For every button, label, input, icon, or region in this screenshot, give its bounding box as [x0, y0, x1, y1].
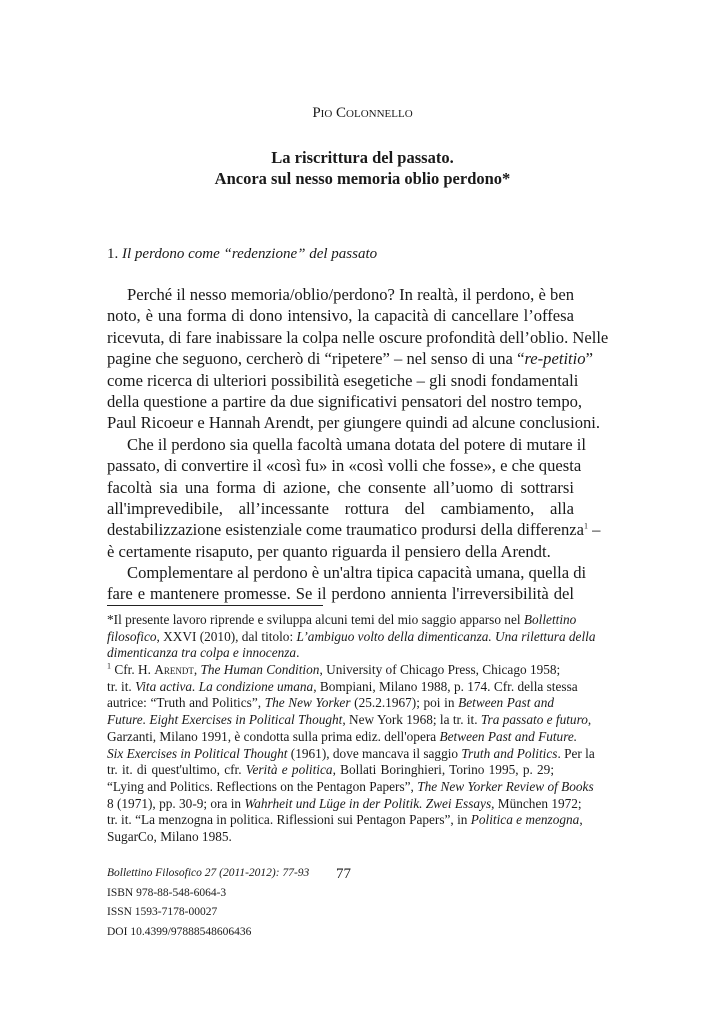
- footnote-line: [107, 745, 595, 763]
- text-run: della questione a partire da due significativi pensatori del nostro tempo,: [107, 391, 583, 411]
- author-first: Pio: [312, 105, 333, 121]
- section-heading: [107, 246, 377, 263]
- footnote-line: [107, 829, 554, 846]
- body-line: [107, 305, 574, 326]
- italic-text: Future. Eight Exercises in Political Thought: [107, 712, 343, 728]
- text-run: , New York 1968; la tr. it.: [342, 712, 481, 728]
- body-line: [107, 498, 574, 519]
- italic-text: Six Exercises in Political Thought: [107, 745, 288, 761]
- text-run: noto, è una forma di dono intensivo, la capacità di cancellare l’offesa: [107, 306, 574, 326]
- footnote-line: [107, 728, 578, 746]
- italic-text: Politica e menzogna: [470, 812, 580, 828]
- text-run: , Bollati Boringhieri, Torino 1995, p. 29;: [332, 762, 555, 778]
- text-run: tr. it. “La menzogna in politica. Riflessioni sui Pentagon Papers”, in: [107, 812, 471, 828]
- text-run: è certamente risaputo, per quanto riguarda il pensiero della Arendt.: [107, 541, 551, 561]
- text-run: *Il presente lavoro riprende e sviluppa alcuni temi del mio saggio apparso nel: [107, 612, 524, 627]
- doi: DOI 10.4399/97888548606436: [107, 925, 252, 938]
- text-run: tr. it.: [107, 678, 136, 694]
- italic-text: Tra passato e futuro: [480, 712, 588, 728]
- text-run: , University of Chicago Press, Chicago 1958;: [319, 662, 561, 678]
- italic-text: Between Past and Future.: [439, 728, 578, 744]
- text-run: , XXVI (2010), dal titolo:: [156, 628, 297, 644]
- footnote-line: [107, 678, 578, 696]
- small-caps-text: Arendt: [154, 662, 194, 678]
- italic-text: Truth and Politics: [461, 745, 558, 761]
- publication-info: [107, 864, 327, 942]
- text-run: Cfr. H.: [111, 662, 155, 678]
- italic-text: The New Yorker Review of Books: [417, 778, 594, 794]
- journal-citation: Bollettino Filosofico 27 (2011-2012): 77-93: [107, 867, 310, 879]
- body-line: [107, 284, 574, 305]
- text-run: “Lying and Politics. Reflections on the Pentagon Papers”,: [107, 778, 418, 794]
- footnote-line: [107, 661, 561, 679]
- issn: ISSN 1593-7178-00027: [107, 906, 218, 918]
- footnote-line: [107, 712, 592, 729]
- text-run: . Per la: [557, 745, 595, 761]
- italic-text: Bollettino: [523, 612, 577, 627]
- text-run: ”: [585, 349, 593, 369]
- text-run: ,: [587, 712, 592, 728]
- footnote-line: [107, 778, 594, 796]
- text-run: tr. it. di quest'ultimo, cfr.: [107, 762, 246, 778]
- body-line: [107, 562, 587, 583]
- text-run: Perché il nesso memoria/oblio/perdono? In realtà, il perdono, è ben: [127, 285, 574, 304]
- footnote-line: [107, 762, 554, 779]
- italic-text: L’ambiguo volto della dimenticanza. Una rilettura della: [296, 628, 596, 644]
- body-line: [107, 412, 601, 433]
- title-line: Ancora sul nesso memoria oblio perdono*: [214, 169, 511, 188]
- footnotes: [107, 612, 596, 846]
- footnote-line: [107, 645, 554, 662]
- italic-text: Vita activa. La condizione umana: [135, 678, 314, 694]
- text-run: .: [296, 645, 300, 661]
- text-run: facoltà sia una forma di azione, che consente all’uomo di sottrarsi: [107, 477, 574, 497]
- italic-text: filosofico: [107, 628, 157, 644]
- page-number: 77: [336, 866, 351, 882]
- body-line: [107, 370, 579, 391]
- italic-text: dimenticanza tra colpa e innocenza: [107, 645, 297, 661]
- text-run: (25.2.1967); poi in: [350, 695, 459, 711]
- text-run: passato, di convertire il «così fu» in «così volli che fosse», e che questa: [107, 456, 582, 476]
- text-run: Complementare al perdono è un'altra tipica capacità umana, quella di: [127, 563, 587, 583]
- text-run: fare e mantenere promesse. Se il perdono annienta l'irreversibilità del: [107, 584, 574, 604]
- text-run: Paul Ricoeur e Hannah Arendt, per giungere quindi ad alcune conclusioni.: [107, 413, 601, 433]
- text-run: all'imprevedibile, all’incessante rottura del cambiamento, alla: [107, 498, 574, 518]
- text-run: Che il perdono sia quella facoltà umana dotata del potere di mutare il: [127, 434, 586, 454]
- body-line: [107, 348, 593, 369]
- italic-text: The New Yorker: [264, 695, 351, 711]
- text-run: Garzanti, Milano 1991, è condotta sulla prima ediz. dell'opera: [107, 728, 440, 744]
- italic-text: re-petitio: [524, 349, 586, 369]
- body-line: [107, 519, 601, 540]
- footnote-ref: 1: [107, 661, 111, 671]
- footnote-line: [107, 812, 583, 829]
- body-line: [107, 455, 582, 476]
- text-run: destabilizzazione esistenziale come traumatico prodursi della differenza: [107, 520, 585, 540]
- body-line: [107, 434, 586, 455]
- text-run: autrice: “Truth and Politics”,: [107, 695, 265, 711]
- footnote-line: [107, 795, 582, 813]
- body-line: [107, 541, 574, 562]
- body-line: [107, 583, 574, 604]
- footnote-ref: 1: [584, 521, 589, 531]
- body-line: [107, 477, 574, 498]
- author-name: [0, 105, 725, 122]
- text-run: pagine che seguono, cercherò di “ripetere” – nel senso di una “: [107, 349, 525, 369]
- text-run: 8 (1971), pp. 30-9; ora in: [107, 795, 245, 811]
- italic-text: Between Past and: [458, 695, 554, 711]
- text-run: ,: [193, 662, 201, 678]
- text-run: SugarCo, Milano 1985.: [107, 828, 232, 844]
- text-run: –: [588, 520, 601, 540]
- text-run: come ricerca di ulteriori possibilità esegetiche – gli snodi fondamentali: [107, 370, 579, 390]
- footnote-line: [107, 612, 577, 629]
- isbn: ISBN 978-88-548-6064-3: [107, 886, 227, 899]
- body-line: [107, 327, 609, 348]
- italic-text: The Human Condition: [200, 662, 320, 678]
- section-number: 1.: [107, 246, 119, 262]
- footnote-line: [107, 695, 554, 712]
- footnote-separator: [107, 605, 323, 606]
- title-line: La riscrittura del passato.: [271, 148, 454, 167]
- text-run: , Bompiani, Milano 1988, p. 174. Cfr. della stessa: [313, 678, 578, 694]
- text-run: (1961), dove mancava il saggio: [287, 745, 462, 761]
- body-line: [107, 391, 583, 412]
- footnote-line: [107, 628, 596, 646]
- text-run: , München 1972;: [491, 795, 582, 811]
- section-title: Il perdono come “redenzione” del passato: [122, 246, 378, 262]
- body-text: [107, 284, 609, 605]
- author-last: Colonnello: [336, 105, 413, 121]
- italic-text: Wahrheit und Lüge in der Politik. Zwei Essays: [244, 795, 492, 811]
- italic-text: Verità e politica: [245, 762, 333, 778]
- article-title: [0, 147, 725, 189]
- text-run: ,: [579, 812, 583, 828]
- text-run: ricevuta, di fare inabissare la colpa nelle oscure profondità dell’oblio. Nelle: [107, 327, 609, 347]
